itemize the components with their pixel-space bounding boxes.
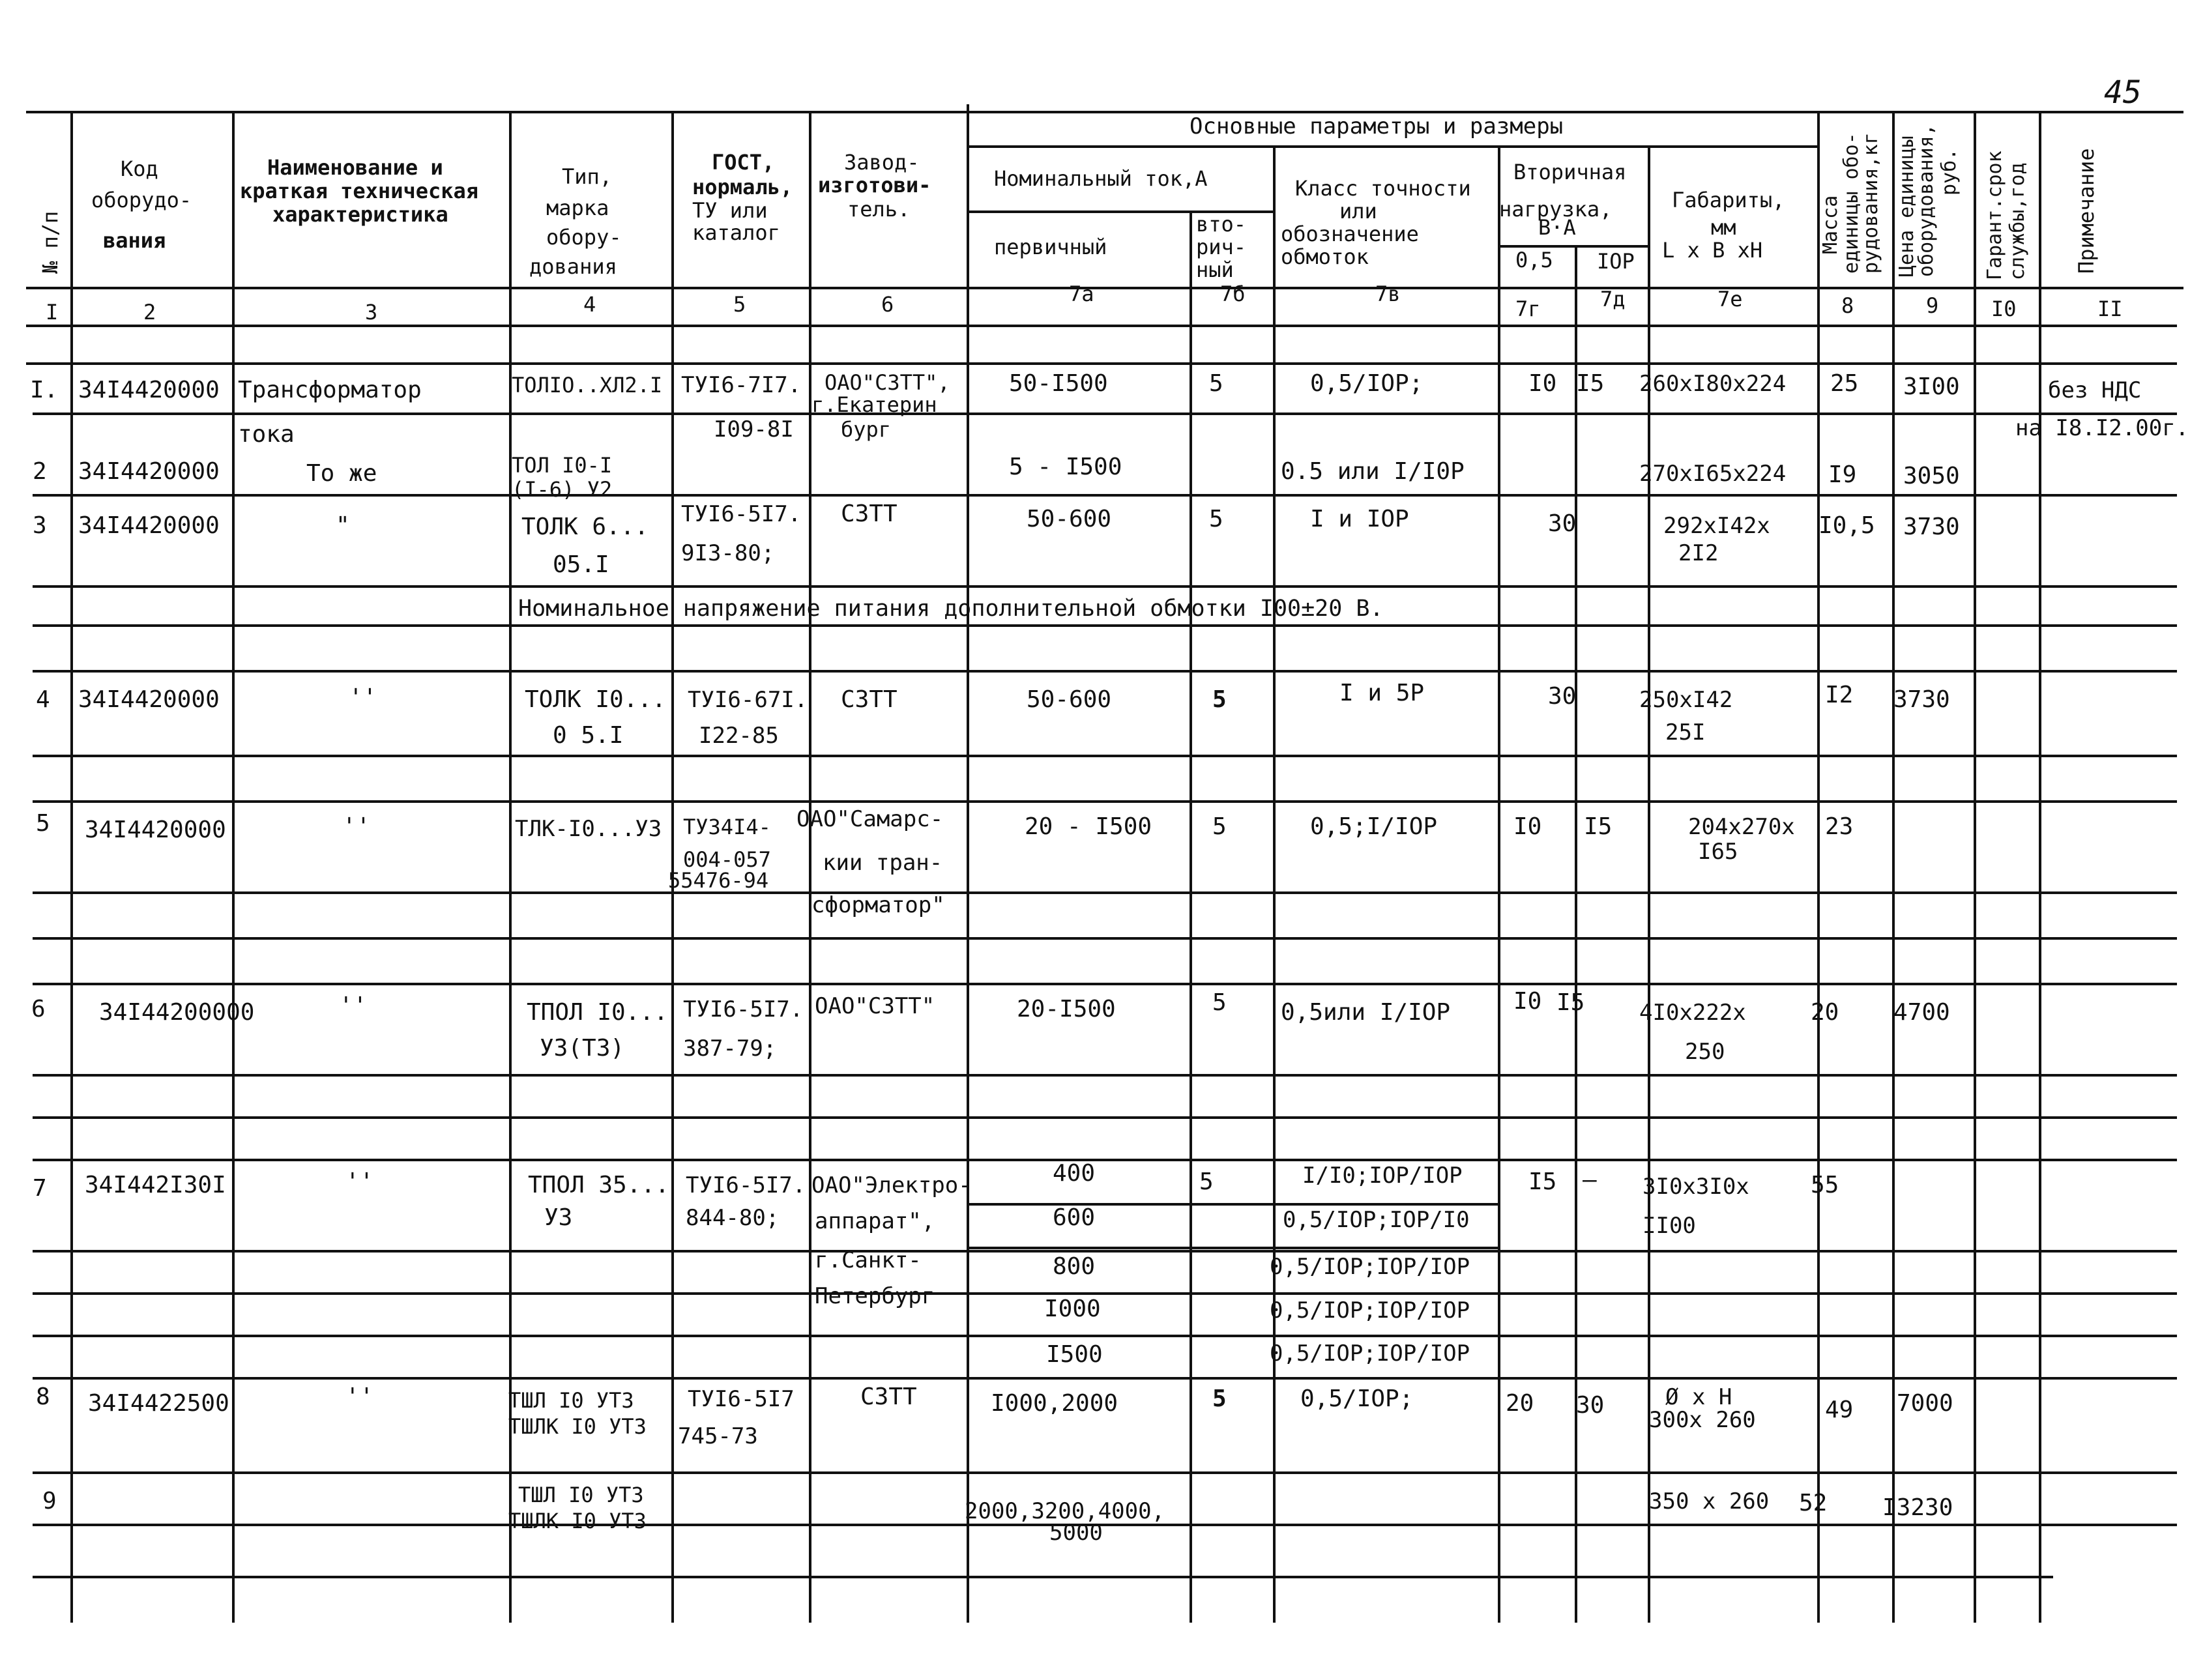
svg-text:ТПОЛ I0...: ТПОЛ I0... xyxy=(527,999,668,1026)
svg-text:34I44200000: 34I44200000 xyxy=(99,999,255,1026)
svg-text:5: 5 xyxy=(1212,989,1227,1016)
svg-text:34I4420000: 34I4420000 xyxy=(78,686,220,713)
header-num: № п/п xyxy=(38,210,63,274)
svg-text:I/I0;IОР/IОР: I/I0;IОР/IОР xyxy=(1302,1163,1463,1189)
table-row xyxy=(36,1383,1953,1449)
svg-text:260хI80х224: 260хI80х224 xyxy=(1639,371,1787,397)
svg-text:I5: I5 xyxy=(1584,813,1613,840)
table-row xyxy=(31,988,1950,1065)
svg-text:I2: I2 xyxy=(1825,682,1854,708)
header-price-2: оборудования, xyxy=(1915,124,1938,277)
svg-text:9I3-80;: 9I3-80; xyxy=(681,540,775,566)
header-nominal-current: Номинальный ток,А xyxy=(994,166,1208,191)
header-secload-2: нагрузка, xyxy=(1499,197,1613,222)
svg-text:–: – xyxy=(1583,1166,1597,1193)
svg-text:23: 23 xyxy=(1825,813,1854,840)
svg-text:5 - I500: 5 - I500 xyxy=(1009,454,1122,480)
svg-text:ТОЛ I0-I: ТОЛ I0-I xyxy=(512,453,613,478)
svg-text:7г: 7г xyxy=(1515,297,1541,321)
svg-text:кии тран-: кии тран- xyxy=(823,850,943,876)
svg-text:5: 5 xyxy=(1212,1385,1227,1412)
svg-text:3: 3 xyxy=(365,300,378,325)
header-mass-1: Масса xyxy=(1819,195,1842,254)
header-type-2: марка xyxy=(546,196,609,220)
svg-text:ОАО"Самарс-: ОАО"Самарс- xyxy=(796,806,944,832)
svg-text:2: 2 xyxy=(143,300,156,325)
svg-text:ОАО"СЗТТ": ОАО"СЗТТ" xyxy=(815,993,935,1019)
header-accuracy-3: обозначение xyxy=(1281,222,1419,246)
svg-text:20: 20 xyxy=(1506,1390,1534,1417)
svg-text:400: 400 xyxy=(1053,1160,1096,1187)
table-row xyxy=(33,500,1960,622)
svg-text:I0: I0 xyxy=(1513,813,1542,840)
svg-text:350 х 260: 350 х 260 xyxy=(1649,1488,1770,1514)
svg-text:20-I500: 20-I500 xyxy=(1017,996,1116,1022)
svg-text:34I4420000: 34I4420000 xyxy=(78,512,220,539)
svg-text:6: 6 xyxy=(881,292,894,317)
svg-text:ТШЛК I0 УТ3: ТШЛК I0 УТ3 xyxy=(508,1414,647,1439)
svg-text:I5: I5 xyxy=(1528,1168,1557,1195)
svg-text:0,5;I/IОР: 0,5;I/IОР xyxy=(1310,813,1438,840)
svg-text:387-79;: 387-79; xyxy=(683,1036,777,1062)
header-secondary-1: вто- xyxy=(1196,212,1247,237)
svg-text:I и IОР: I и IОР xyxy=(1310,506,1409,532)
svg-text:55476-94: 55476-94 xyxy=(668,868,769,893)
table-row xyxy=(30,370,2189,448)
header-warranty-1: Гарант.срок xyxy=(1983,151,2006,280)
header-price-1: Цена единицы xyxy=(1895,136,1918,277)
svg-text:600: 600 xyxy=(1053,1204,1096,1231)
svg-text:ТУI6-5I7: ТУI6-5I7 xyxy=(688,1386,795,1412)
svg-text:0,5/IОР;: 0,5/IОР; xyxy=(1310,370,1424,397)
svg-text:СЗТТ: СЗТТ xyxy=(860,1383,917,1410)
svg-text:": " xyxy=(336,512,350,539)
svg-text:3730: 3730 xyxy=(1903,514,1960,540)
header-maker-1: Завод- xyxy=(844,150,920,175)
table-row xyxy=(36,680,1950,749)
svg-text:745-73: 745-73 xyxy=(678,1423,758,1449)
svg-text:II: II xyxy=(2097,297,2123,321)
header-secondary-3: ный xyxy=(1196,257,1234,282)
svg-text:ТУI6-67I.: ТУI6-67I. xyxy=(688,687,808,713)
svg-text:'': '' xyxy=(349,684,377,711)
svg-text:I22-85: I22-85 xyxy=(699,723,779,749)
header-price-3: руб. xyxy=(1938,148,1961,196)
header-name-2: краткая техническая xyxy=(240,179,479,203)
svg-text:ТШЛ I0 УТ3: ТШЛ I0 УТ3 xyxy=(508,1388,634,1413)
svg-text:5: 5 xyxy=(1209,370,1223,397)
svg-text:(I-6) У2: (I-6) У2 xyxy=(512,477,613,502)
svg-text:292хI42х: 292хI42х xyxy=(1663,513,1770,539)
svg-text:8: 8 xyxy=(36,1383,50,1410)
svg-text:ОАО"СЗТТ",: ОАО"СЗТТ", xyxy=(825,370,950,395)
svg-text:СЗТТ: СЗТТ xyxy=(841,500,898,527)
header-load-10p: IОР xyxy=(1597,249,1635,274)
row3-note: Номинальное напряжение питания дополнительной обмотки I00±20 В. xyxy=(518,596,1384,622)
header-maker-2: изготови- xyxy=(818,173,931,197)
svg-text:300х 260: 300х 260 xyxy=(1649,1407,1756,1433)
svg-text:5: 5 xyxy=(1199,1168,1214,1195)
svg-text:0 5.I: 0 5.I xyxy=(553,722,624,749)
svg-text:I0,5: I0,5 xyxy=(1818,512,1875,539)
header-dims-2: мм xyxy=(1711,215,1736,240)
svg-text:ТУI6-5I7.: ТУI6-5I7. xyxy=(681,501,802,527)
svg-text:0,5/IОР;IОР/IОР: 0,5/IОР;IОР/IОР xyxy=(1270,1340,1470,1367)
svg-text:ОАО"Электро-: ОАО"Электро- xyxy=(811,1172,972,1198)
header-mass-3: рудования,кг xyxy=(1860,132,1882,274)
header-mass-2: единицы обо- xyxy=(1840,132,1863,274)
svg-text:25I: 25I xyxy=(1665,719,1706,746)
svg-text:0,5/IОР;IОР/IОР: 0,5/IОР;IОР/IОР xyxy=(1270,1254,1470,1280)
svg-text:'': '' xyxy=(345,1383,374,1410)
svg-text:I.: I. xyxy=(30,377,59,403)
svg-text:'': '' xyxy=(342,813,371,840)
svg-text:2: 2 xyxy=(33,458,47,485)
header-name-3: характеристика xyxy=(272,202,448,227)
svg-text:7в: 7в xyxy=(1375,282,1401,306)
header-primary: первичный xyxy=(994,235,1107,259)
svg-text:г.Санкт-: г.Санкт- xyxy=(815,1247,922,1273)
svg-text:СЗТТ: СЗТТ xyxy=(841,686,898,713)
svg-text:4: 4 xyxy=(583,292,596,317)
svg-text:0,5/IОР;: 0,5/IОР; xyxy=(1300,1385,1414,1412)
header-type-4: дования xyxy=(529,254,617,279)
svg-text:сформатор": сформатор" xyxy=(811,892,945,918)
svg-text:ТОЛIО..ХЛ2.I: ТОЛIО..ХЛ2.I xyxy=(512,373,663,398)
svg-text:34I442I30I: 34I442I30I xyxy=(85,1172,226,1198)
svg-text:7б: 7б xyxy=(1220,282,1246,306)
header-type-3: обору- xyxy=(546,225,622,250)
svg-text:5: 5 xyxy=(733,292,746,317)
header-code-1: Код xyxy=(121,156,158,181)
svg-text:6: 6 xyxy=(31,996,46,1022)
header-accuracy-4: обмоток xyxy=(1281,244,1369,269)
svg-text:'': '' xyxy=(345,1168,374,1195)
svg-text:I5: I5 xyxy=(1556,989,1585,1016)
svg-text:55: 55 xyxy=(1811,1172,1839,1198)
svg-text:5: 5 xyxy=(1212,813,1227,840)
svg-text:30: 30 xyxy=(1576,1392,1605,1419)
svg-text:II00: II00 xyxy=(1642,1213,1696,1239)
svg-text:I000,2000: I000,2000 xyxy=(991,1390,1118,1417)
svg-text:Петербург: Петербург xyxy=(815,1283,935,1309)
svg-text:0,5/IОР;IОР/I0: 0,5/IОР;IОР/I0 xyxy=(1283,1207,1470,1233)
header-gost-3: ТУ или xyxy=(692,198,768,223)
header-load-05: 0,5 xyxy=(1515,248,1553,272)
svg-text:ТШЛ I0 УТ3: ТШЛ I0 УТ3 xyxy=(518,1483,644,1507)
svg-text:7д: 7д xyxy=(1600,287,1626,311)
svg-text:7000: 7000 xyxy=(1897,1390,1953,1417)
svg-text:250: 250 xyxy=(1685,1039,1725,1065)
svg-text:30: 30 xyxy=(1548,510,1577,537)
svg-text:ТЛК-I0...У3: ТЛК-I0...У3 xyxy=(515,816,662,842)
svg-text:I5: I5 xyxy=(1576,370,1605,397)
svg-text:2I2: 2I2 xyxy=(1678,540,1719,566)
svg-text:004-057: 004-057 xyxy=(683,847,771,872)
section-title: Основные параметры и размеры xyxy=(1190,113,1564,139)
svg-text:I: I xyxy=(46,300,59,325)
svg-text:I09-8I: I09-8I xyxy=(714,416,794,442)
svg-text:7а: 7а xyxy=(1069,282,1094,306)
svg-text:49: 49 xyxy=(1825,1397,1854,1423)
svg-text:34I4420000: 34I4420000 xyxy=(78,377,220,403)
svg-text:I000: I000 xyxy=(1044,1296,1101,1322)
header-warranty-2: службы,год xyxy=(2006,162,2029,280)
svg-text:Трансформатор: Трансформатор xyxy=(238,377,422,403)
svg-text:4I0х222х: 4I0х222х xyxy=(1639,1000,1746,1026)
header-code-3: вания xyxy=(103,228,166,253)
svg-text:ТУI6-5I7.: ТУI6-5I7. xyxy=(683,996,804,1022)
svg-text:ТОЛК I0...: ТОЛК I0... xyxy=(525,686,666,713)
header-type-1: Тип, xyxy=(562,164,613,189)
svg-text:34I4422500: 34I4422500 xyxy=(88,1390,229,1417)
svg-text:ТУI6-7I7.: ТУI6-7I7. xyxy=(681,372,802,398)
page-number: 45 xyxy=(2104,74,2142,111)
table-header xyxy=(38,113,2099,282)
header-secload-3: В·А xyxy=(1538,215,1576,240)
svg-text:3730: 3730 xyxy=(1893,686,1950,713)
svg-text:50-600: 50-600 xyxy=(1027,506,1112,532)
svg-text:2000,3200,4000,: 2000,3200,4000, xyxy=(965,1498,1165,1524)
header-gost-2: нормаль, xyxy=(692,175,793,199)
header-code-2: оборудо- xyxy=(91,188,192,212)
header-gost-4: каталог xyxy=(692,220,780,245)
svg-text:800: 800 xyxy=(1053,1253,1096,1280)
svg-text:ТУI6-5I7.: ТУI6-5I7. xyxy=(686,1172,806,1198)
svg-text:25: 25 xyxy=(1830,370,1859,397)
svg-text:I65: I65 xyxy=(1698,839,1738,865)
svg-text:9: 9 xyxy=(1926,293,1939,318)
svg-text:тока: тока xyxy=(238,421,295,448)
svg-text:4: 4 xyxy=(36,686,50,713)
svg-text:на I8.I2.00г.: на I8.I2.00г. xyxy=(2015,415,2189,441)
svg-text:ТУ34I4-: ТУ34I4- xyxy=(683,815,771,839)
svg-text:3I0х3I0х: 3I0х3I0х xyxy=(1642,1174,1749,1200)
svg-text:50-600: 50-600 xyxy=(1027,686,1112,713)
svg-text:'': '' xyxy=(339,992,368,1019)
svg-text:I0: I0 xyxy=(1528,370,1557,397)
svg-text:3: 3 xyxy=(33,512,47,539)
header-accuracy-2: или xyxy=(1339,199,1377,224)
table-row xyxy=(42,1483,1953,1546)
svg-text:5: 5 xyxy=(36,810,50,837)
svg-text:8: 8 xyxy=(1841,293,1854,318)
svg-text:бург: бург xyxy=(841,417,892,442)
svg-text:У3: У3 xyxy=(544,1204,573,1231)
svg-text:без НДС: без НДС xyxy=(2048,377,2142,403)
svg-text:30: 30 xyxy=(1548,683,1577,710)
svg-text:аппарат",: аппарат", xyxy=(815,1208,935,1234)
svg-text:844-80;: 844-80; xyxy=(686,1205,780,1231)
svg-text:34I4420000: 34I4420000 xyxy=(78,458,220,485)
table-row xyxy=(36,806,1853,918)
svg-text:9: 9 xyxy=(42,1488,57,1514)
svg-text:I0: I0 xyxy=(1991,297,2017,321)
svg-text:270хI65х224: 270хI65х224 xyxy=(1639,461,1787,487)
svg-text:4700: 4700 xyxy=(1893,999,1950,1026)
svg-text:0,5/IОР;IОР/IОР: 0,5/IОР;IОР/IОР xyxy=(1270,1297,1470,1324)
header-secload-1: Вторичная xyxy=(1513,160,1627,184)
svg-text:0,5или I/IОР: 0,5или I/IОР xyxy=(1281,999,1451,1026)
svg-text:50-I500: 50-I500 xyxy=(1009,370,1108,397)
svg-text:I9: I9 xyxy=(1828,461,1857,488)
header-maker-3: тель. xyxy=(847,197,911,222)
svg-text:ТШЛК I0 УТ3: ТШЛК I0 УТ3 xyxy=(508,1509,647,1533)
svg-text:20 - I500: 20 - I500 xyxy=(1025,813,1152,840)
svg-text:204х270х: 204х270х xyxy=(1688,814,1795,840)
svg-text:250хI42: 250хI42 xyxy=(1639,687,1733,713)
svg-text:7: 7 xyxy=(33,1175,47,1202)
svg-text:У3(Т3): У3(Т3) xyxy=(540,1035,625,1062)
svg-text:20: 20 xyxy=(1811,999,1839,1026)
header-secondary-2: рич- xyxy=(1196,235,1247,259)
svg-text:ТПОЛ 35...: ТПОЛ 35... xyxy=(528,1172,669,1198)
svg-text:05.I: 05.I xyxy=(553,551,609,578)
svg-text:I и 5Р: I и 5Р xyxy=(1339,680,1425,706)
svg-text:5: 5 xyxy=(1212,686,1227,713)
svg-text:5000: 5000 xyxy=(1049,1520,1103,1546)
svg-text:7е: 7е xyxy=(1717,287,1743,311)
header-name-1: Наименование и xyxy=(267,155,443,180)
header-dims-3: L х В хН xyxy=(1662,238,1763,263)
svg-text:ТОЛК 6...: ТОЛК 6... xyxy=(521,514,649,540)
svg-text:То же: То же xyxy=(306,460,377,487)
header-gost-1: ГОСТ, xyxy=(712,150,775,175)
svg-text:Ø х Н: Ø х Н xyxy=(1665,1384,1732,1410)
header-note: Примечание xyxy=(2074,148,2099,274)
header-dims-1: Габариты, xyxy=(1672,188,1785,212)
svg-text:I500: I500 xyxy=(1046,1341,1103,1368)
svg-text:5: 5 xyxy=(1209,506,1223,532)
svg-text:3050: 3050 xyxy=(1903,463,1960,489)
svg-text:I0: I0 xyxy=(1513,988,1542,1015)
svg-text:52: 52 xyxy=(1799,1490,1828,1516)
svg-text:г.Екатерин: г.Екатерин xyxy=(811,392,937,417)
svg-text:I3230: I3230 xyxy=(1882,1494,1953,1521)
svg-text:0.5 или I/I0Р: 0.5 или I/I0Р xyxy=(1281,458,1465,485)
svg-text:34I4420000: 34I4420000 xyxy=(85,817,226,843)
svg-text:3I00: 3I00 xyxy=(1903,373,1960,400)
header-accuracy-1: Класс точности xyxy=(1295,176,1471,201)
